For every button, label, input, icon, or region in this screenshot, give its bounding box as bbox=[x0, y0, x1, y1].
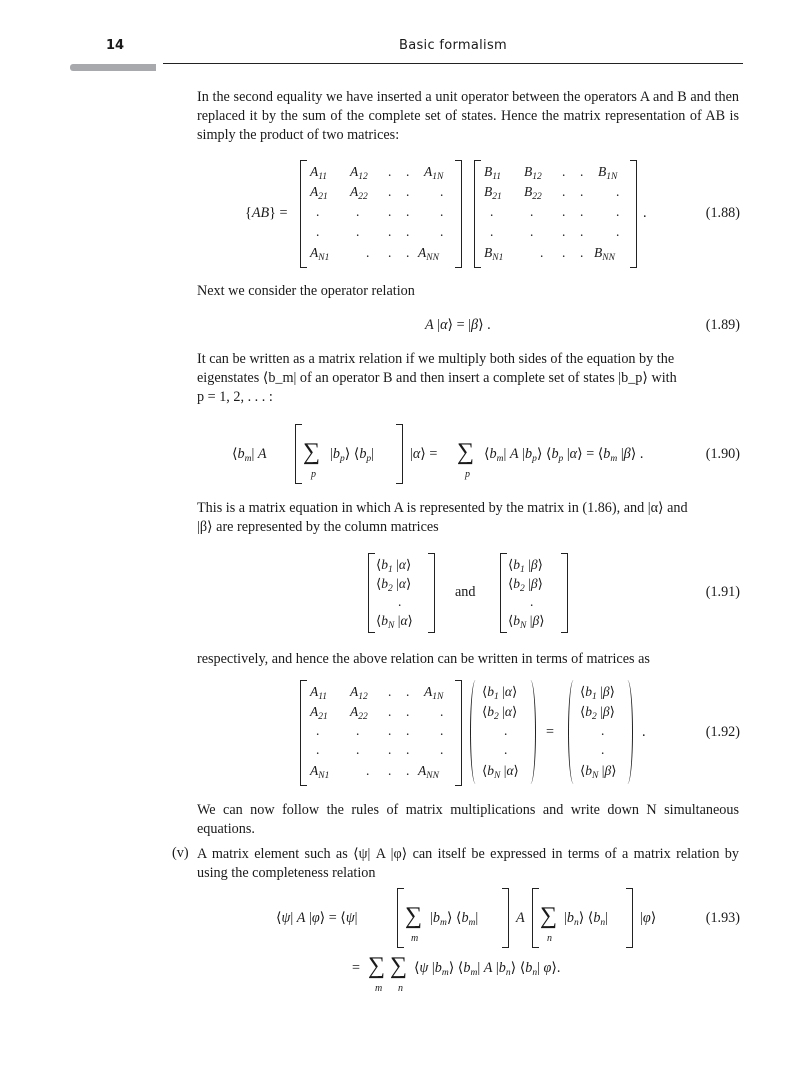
equation-1-89: A |α⟩ = |β⟩ . bbox=[425, 317, 491, 333]
header-tab-bar bbox=[70, 64, 156, 71]
paragraph-6: We can now follow the rules of matrix multiplications and write down N simultaneous equations. bbox=[197, 802, 739, 837]
equation-number: (1.92) bbox=[705, 724, 740, 740]
equation-number: (1.91) bbox=[705, 584, 740, 600]
paragraph-2: Next we consider the operator relation bbox=[197, 283, 415, 299]
equation-number: (1.90) bbox=[705, 446, 740, 462]
paragraph-4-line-1: This is a matrix equation in which A is represented by the matrix in (1.86), and |α⟩ and bbox=[197, 500, 688, 516]
equation-number: (1.89) bbox=[705, 317, 740, 333]
paragraph-3-line-2: eigenstates ⟨b_m| of an operator B and then insert a complete set of states |b_p⟩ with bbox=[197, 370, 677, 386]
equation-number: (1.93) bbox=[705, 910, 740, 926]
equation-number: (1.88) bbox=[705, 205, 740, 221]
paragraph-3-line-1: It can be written as a matrix relation if we multiply both sides of the equation by the bbox=[197, 351, 675, 367]
running-title: Basic formalism bbox=[399, 38, 507, 53]
paragraph-5: respectively, and hence the above relation can be written in terms of matrices as bbox=[197, 651, 650, 667]
item-label-v: (v) bbox=[172, 845, 189, 861]
header-rule bbox=[163, 63, 743, 64]
page-number: 14 bbox=[106, 38, 125, 53]
paragraph-4-line-2: |β⟩ are represented by the column matrices bbox=[197, 519, 439, 535]
item-v-text: A matrix element such as ⟨ψ| A |φ⟩ can itself be expressed in terms of a matrix relation by using the completeness relation bbox=[197, 846, 739, 881]
and-word: and bbox=[455, 584, 476, 600]
paragraph-1: In the second equality we have inserted a unit operator between the operators A and B and then replaced it by the sum of the complete set of states. Hence the matrix representation of AB is simply the product of two matrices: bbox=[197, 89, 739, 143]
paragraph-3-line-3: p = 1, 2, . . . : bbox=[197, 389, 273, 405]
